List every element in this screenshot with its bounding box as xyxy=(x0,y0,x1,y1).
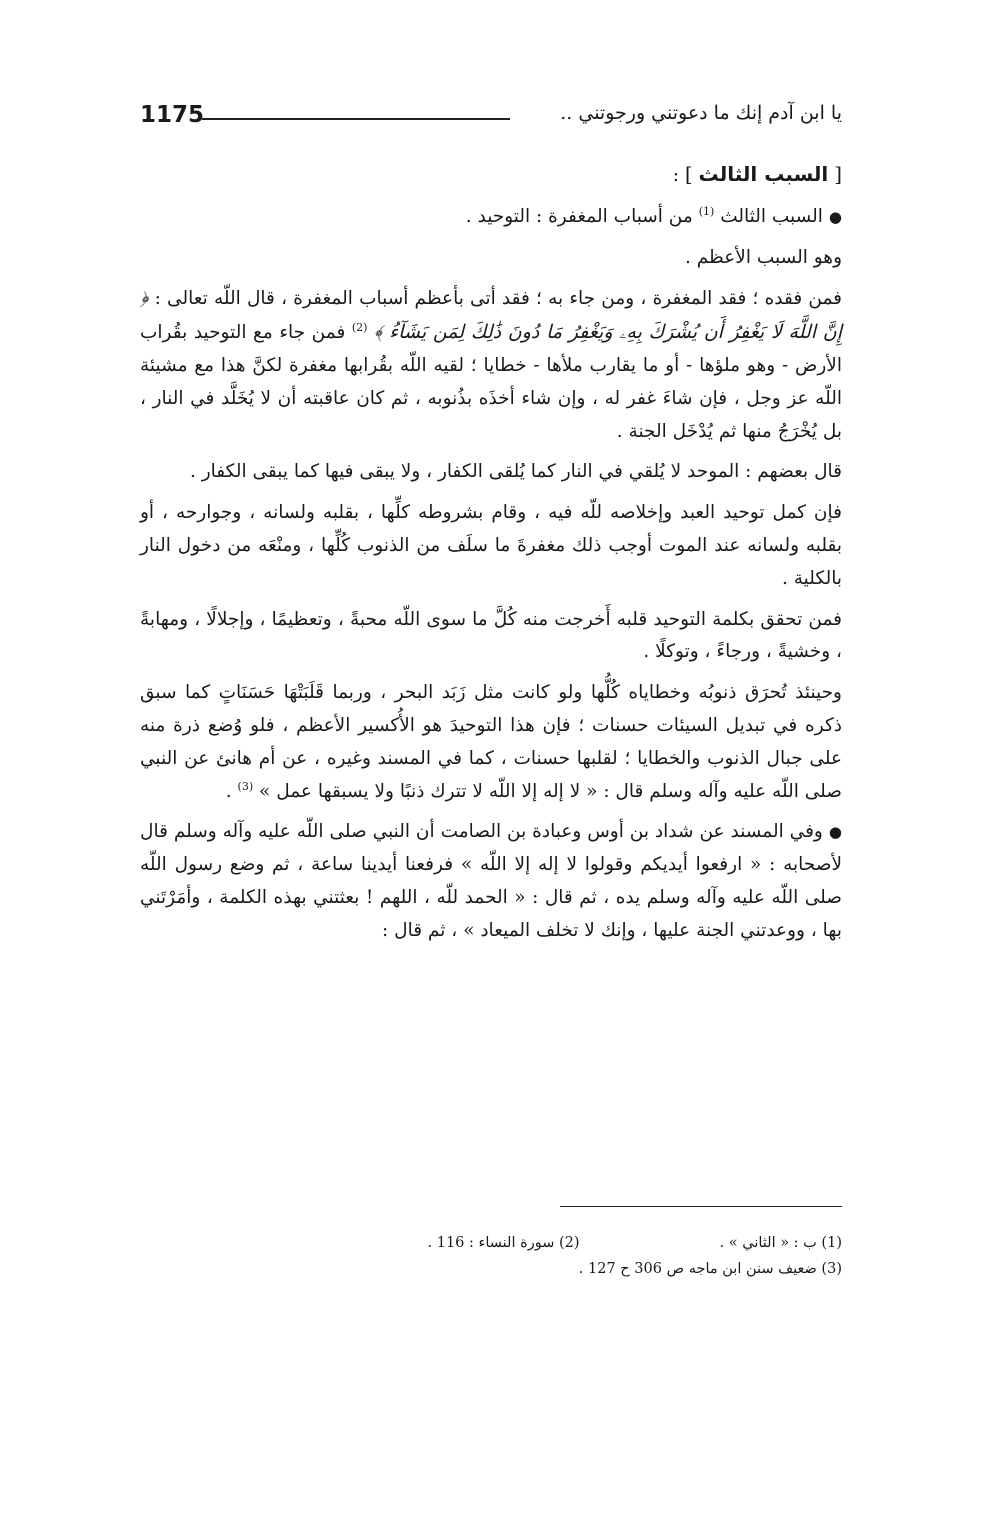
p3-text-b: فمن جاء مع التوحيد بقُراب الأرض - وهو ملؤها - أو ما يقارب ملأها - خطايا ؛ لقيه اللّه بقُرابها مغفرة لكنَّ هذا مع مشيئة اللّه عز وجل ، فإن شاءَ غفر له ، وإن شاء أخذَه بذُنوبه ، ثم كان عاقبته أن لا يُخَلَّد في النار ، بل يُخْرَجُ منها ثم يُدْخَل الجنة . xyxy=(140,322,842,442)
footnote-divider xyxy=(560,1206,842,1207)
footnote-ref-2: (2) xyxy=(351,321,368,335)
footnotes xyxy=(140,1230,842,1282)
p7-text: وحينئذ تُحرَق ذنوبُه وخطاياه كُلُّها ولو كانت مثل زَبَد البحر ، وربما قَلَبَتْهَا حَسَنَاتٍ كما سبق ذكره في تبديل السيئات حسنات ؛ فإن هذا التوحيدَ هو الأُكسير الأعظم ، فلو وُضع ذرة منه على جبال الذنوب والخطايا ؛ لقلبها حسنات ، كما في المسند وغيره ، عن أم هانئ عن النبي صلى اللّه عليه وآله وسلم قال : « لا إله إلا اللّه لا تترك ذنبًا ولا يسبقها عمل » xyxy=(140,682,842,802)
section-title: السبب الثالث xyxy=(698,162,829,186)
footnote-3: (3) ضعيف سنن ابن ماجه ص 306 ح 127 . xyxy=(578,1261,842,1277)
header-rule xyxy=(202,118,510,120)
main-text xyxy=(140,158,842,956)
paragraph-3 xyxy=(140,282,842,448)
paragraph-6: فمن تحقق بكلمة التوحيد قلبه أَخرجت منه كُلَّ ما سوى اللّه محبةً ، وتعظيمًا ، وإجلالًا ، ومهابةً ، وخشيةً ، ورجاءً ، وتوكلًا . xyxy=(140,608,842,663)
page-header xyxy=(140,100,842,140)
paragraph-2: وهو السبب الأعظم . xyxy=(684,246,842,268)
paragraph-8 xyxy=(140,816,842,947)
p3-text-a: فمن فقده ؛ فقد المغفرة ، ومن جاء به ؛ فقد أتى بأعظم أسباب المغفرة ، قال اللّه تعالى : xyxy=(154,288,842,310)
open-bracket: [ xyxy=(834,162,842,186)
paragraph-7 xyxy=(140,677,842,808)
paragraph-4: قال بعضهم : الموحد لا يُلقي في النار كما يُلقى الكفار ، ولا يبقى فيها كما يبقى الكفار . xyxy=(189,461,842,483)
page-number: 1175 xyxy=(140,102,205,128)
heading-colon: : xyxy=(672,165,679,186)
quran-verse: ﴿ إِنَّ اللَّهَ لَا يَغْفِرُ أَن يُشْرَكَ بِهِۦ وَيَغْفِرُ مَا دُونَ ذَٰلِكَ لِمَن يَشَآءُ ﴾ xyxy=(140,287,842,344)
p7-end: . xyxy=(225,780,232,802)
bullet-icon: ● xyxy=(828,823,842,842)
bullet-icon: ● xyxy=(828,207,842,226)
running-title: يا ابن آدم إنك ما دعوتني ورجوتني .. xyxy=(560,102,842,124)
section-heading xyxy=(140,158,842,193)
p1-text: السبب الثالث xyxy=(720,205,823,227)
footnote-1: (1) ب : « الثاني » . xyxy=(719,1235,842,1251)
footnote-ref-1: (1) xyxy=(698,204,715,218)
paragraph-5: فإن كمل توحيد العبد وإخلاصه للّه فيه ، وقام بشروطه كلِّها ، بقلبه ولسانه ، وجوارحه ، أو بقلبه ولسانه عند الموت أوجب ذلك مغفرةَ ما سلَف من الذنوب كُلِّها ، ومنْعَه من دخول النار بالكلية . xyxy=(140,502,842,589)
footnote-row xyxy=(140,1230,842,1256)
close-bracket: ] xyxy=(684,162,693,186)
paragraph-1 xyxy=(140,201,842,234)
p8-text: وفي المسند عن شداد بن أوس وعبادة بن الصامت أن النبي صلى اللّه عليه وآله وسلم قال لأصحابه : « ارفعوا أيديكم وقولوا لا إله إلا اللّه » فرفعنا أيدينا ساعة ، ثم وضع رسول اللّه صلى اللّه عليه وآله وسلم يده ، ثم قال : « الحمد للّه ، اللهم ! بعثتني بهذه الكلمة ، وأمَرْتَني بها ، ووعدتني الجنة عليها ، وإنك لا تخلف الميعاد » ، ثم قال : xyxy=(140,821,842,941)
footnote-2: (2) سورة النساء : 116 . xyxy=(427,1235,580,1251)
footnote-ref-3: (3) xyxy=(237,779,254,793)
p1-rest: من أسباب المغفرة : التوحيد . xyxy=(465,205,693,227)
